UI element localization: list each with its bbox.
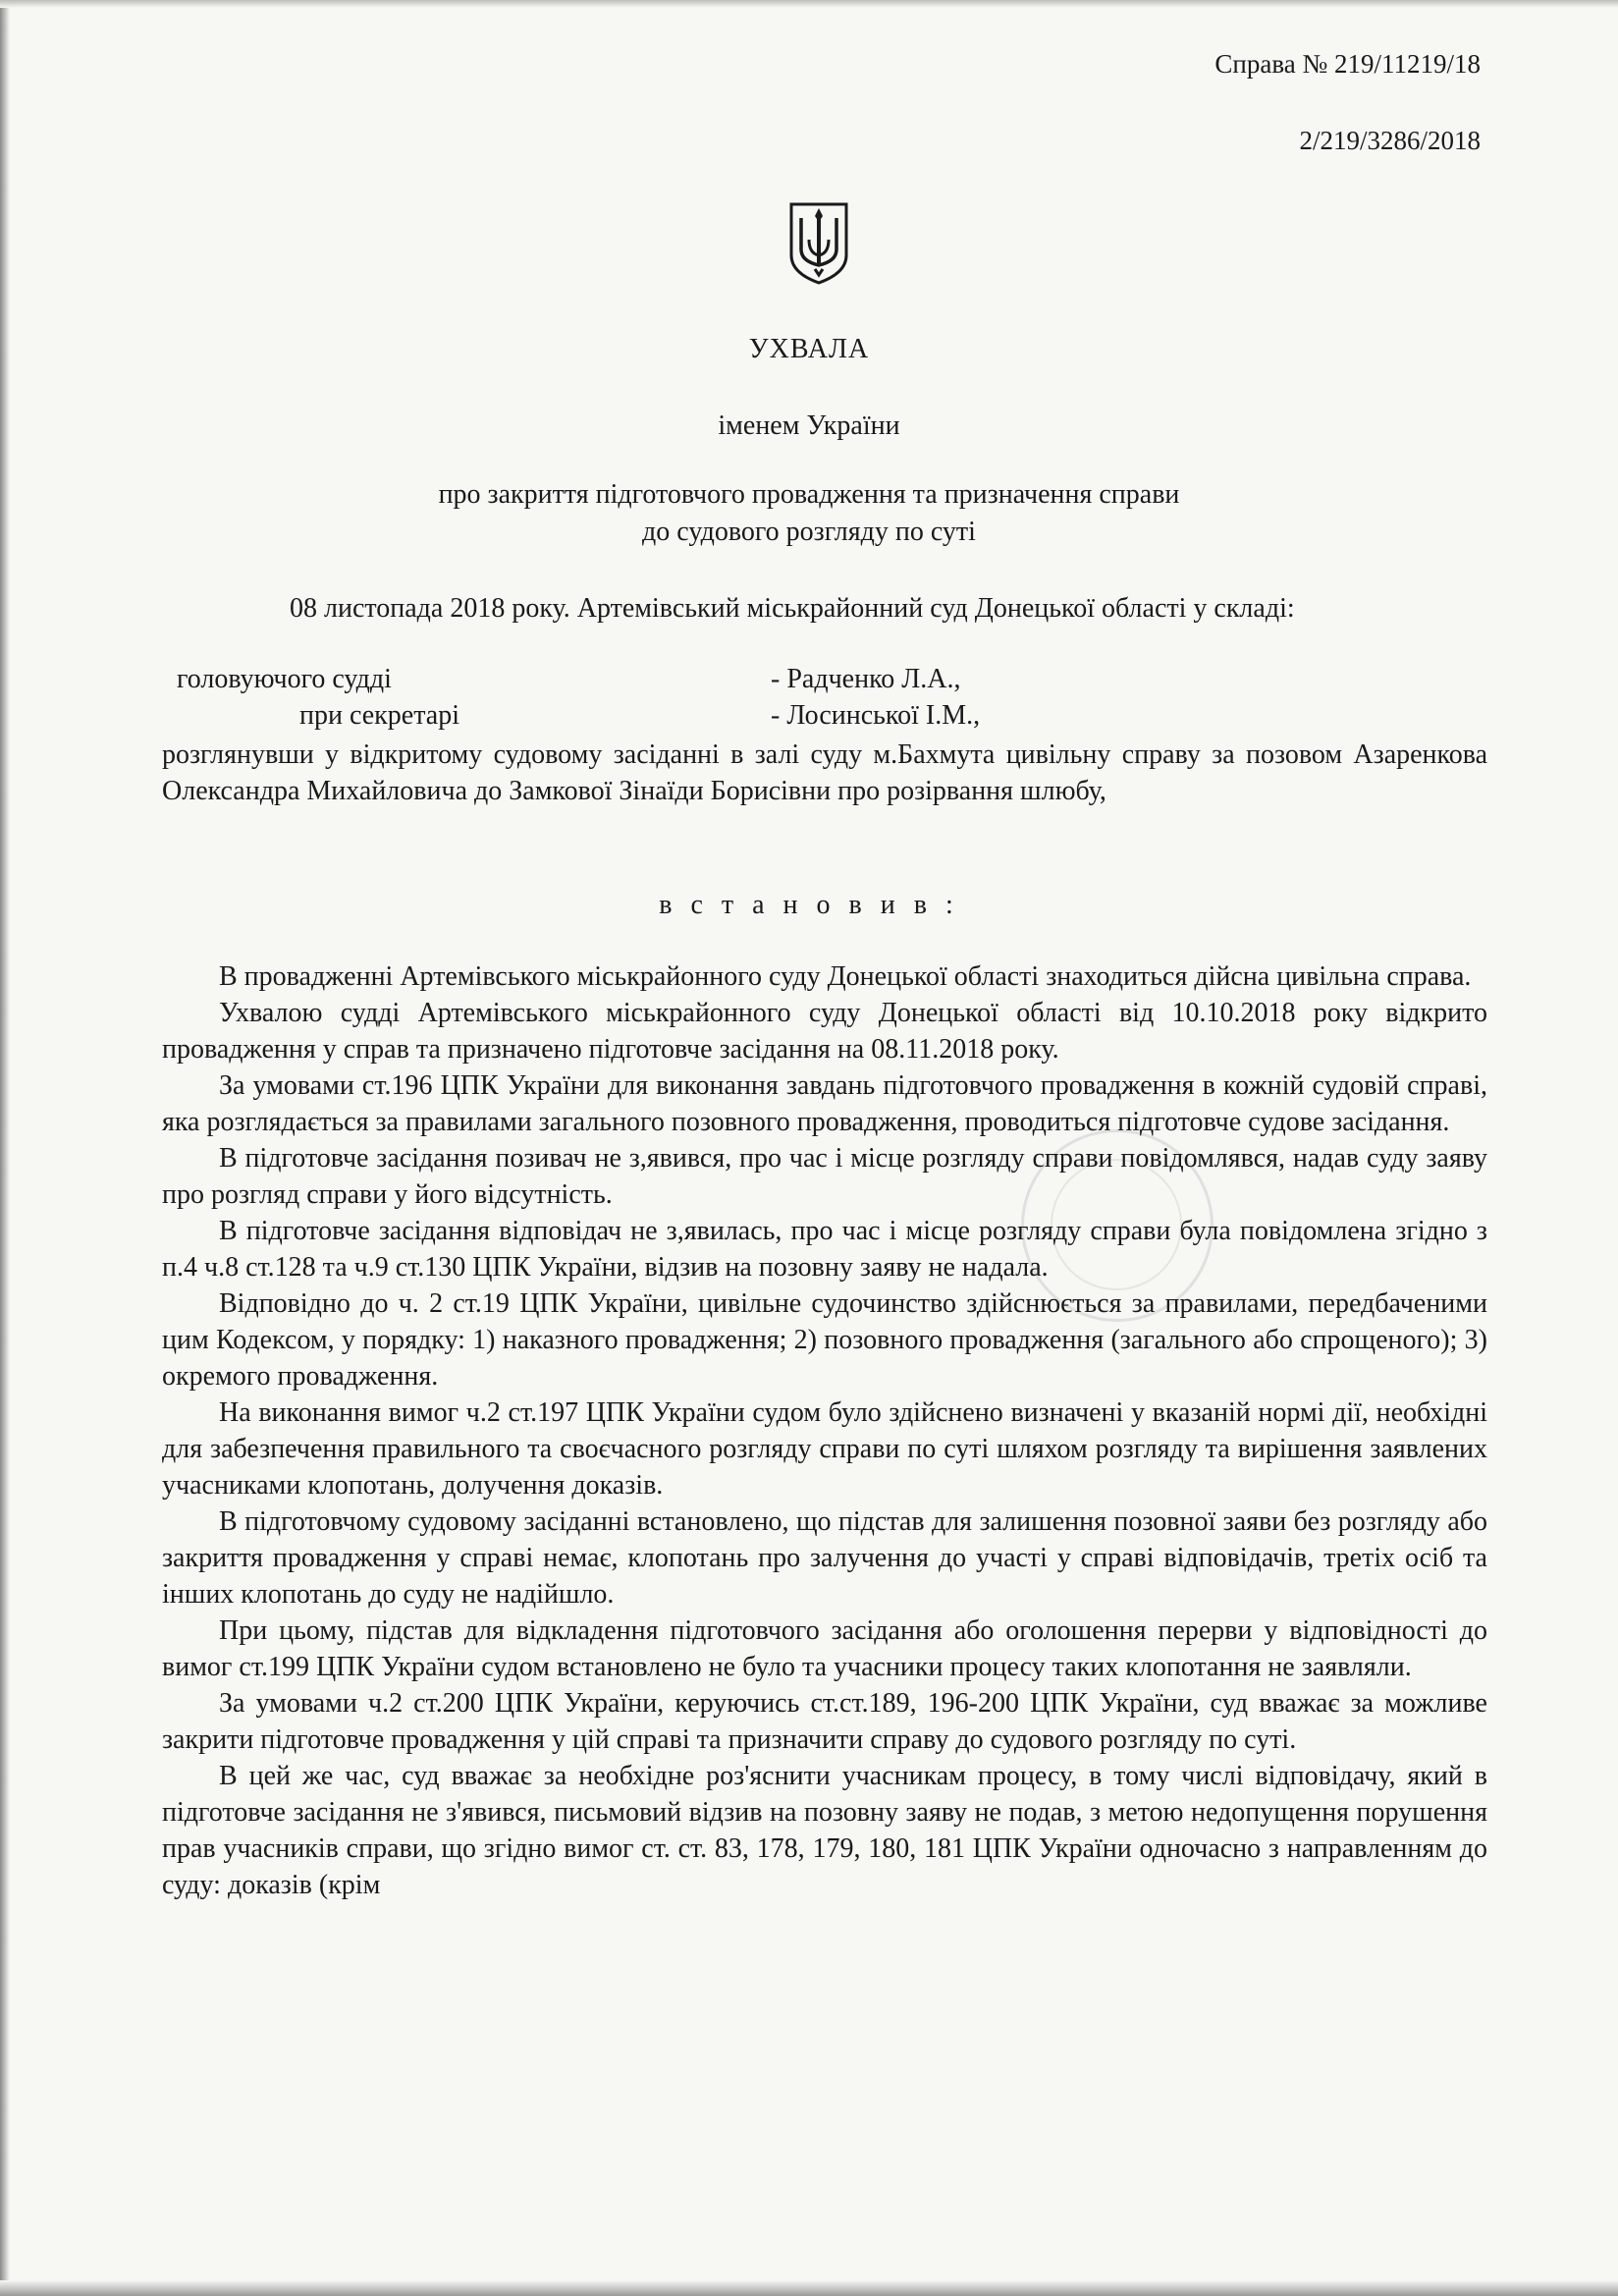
established-heading: в с т а н о в и в :: [659, 890, 959, 920]
considered-paragraph: розглянувши у відкритому судовому засіданні в залі суду м.Бахмута цивільну справу за позовом Азаренкова Олександра Михайловича до Замкової Зінаїди Борисівни про розірвання шлюбу,: [162, 739, 1487, 806]
date-court-line: 08 листопада 2018 року. Артемівський міськрайонний суд Донецької області у складі:: [290, 593, 1295, 624]
paragraph: За умовами ст.196 ЦПК України для виконання завдань підготовчого провадження в кожній судовій справі, яка розглядається за правилами загального позовного провадження, проводиться підготовче судове засідання.: [162, 1070, 1487, 1137]
document-subject-line-1: про закриття підготовчого провадження та призначення справи: [438, 479, 1180, 510]
judge-name: - Радченко Л.А.,: [771, 664, 961, 694]
case-number: Справа № 219/11219/18: [1214, 49, 1481, 79]
document-title: УХВАЛА: [748, 334, 870, 364]
document-subtitle: іменем України: [718, 410, 900, 441]
scan-edge-bottom: [0, 2280, 1618, 2296]
body-text: [162, 958, 1487, 1903]
paragraph: В підготовче засідання позивач не з,явився, про час і місце розгляду справи повідомлявся, надав суду заяву про розгляд справи у його відсутність.: [162, 1143, 1487, 1210]
trident-emblem-icon: [787, 200, 850, 285]
paragraph: На виконання вимог ч.2 ст.197 ЦПК України судом було здійснено визначені у вказаній нормі дії, необхідні для забезпечення правильного та своєчасного розгляду справи по суті шляхом розгляду та вирішення заявлених учасниками клопотань, долучення доказів.: [162, 1397, 1487, 1501]
document-subject-line-2: до судового розгляду по суті: [642, 517, 976, 547]
paragraph: За умовами ч.2 ст.200 ЦПК України, керуючись ст.ст.189, 196-200 ЦПК України, суд вважає за можливе закрити підготовче провадження у цій справі та призначити справу до судового розгляду по суті.: [162, 1688, 1487, 1755]
paragraph: В підготовчому судовому засіданні встановлено, що підстав для залишення позовної заяви без розгляду або закриття провадження у справі немає, клопотань про залучення до участі у справі відповідачів, третіх осіб та інших клопотань до суду не надійшло.: [162, 1506, 1487, 1610]
paragraph: Ухвалою судді Артемівського міськрайонного суду Донецької області від 10.10.2018 року відкрито провадження у справ та призначено підготовче засідання на 08.11.2018 року.: [162, 998, 1487, 1065]
case-number-secondary: 2/219/3286/2018: [1299, 126, 1481, 155]
secretary-name: - Лосинської І.М.,: [771, 700, 981, 731]
secretary-label: при секретарі: [299, 700, 459, 731]
paragraph: При цьому, підстав для відкладення підготовчого засідання або оголошення перерви у відповідності до вимог ст.199 ЦПК України судом встановлено не було та учасники процесу таких клопотання не заявляли.: [162, 1615, 1487, 1682]
paragraph: В цей же час, суд вважає за необхідне роз'яснити учасникам процесу, в тому числі відповідачу, який в підготовче засідання не з'явився, письмовий відзив на позовну заяву не подав, з метою недопущення порушення прав учасників справи, що згідно вимог ст. ст. 83, 178, 179, 180, 181 ЦПК України одночасно з направленням до суду: доказів (крім: [162, 1761, 1487, 1900]
paragraph: В підготовче засідання відповідач не з,явилась, про час і місце розгляду справи була повідомлена згідно з п.4 ч.8 ст.128 та ч.9 ст.130 ЦПК України, відзив на позовну заяву не надала.: [162, 1216, 1487, 1283]
paragraph: В провадженні Артемівського міськрайонного суду Донецької області знаходиться дійсна цивільна справа.: [219, 961, 1472, 992]
scan-edge-top: [0, 0, 1618, 8]
judge-label: головуючого судді: [177, 664, 392, 694]
paragraph: Відповідно до ч. 2 ст.19 ЦПК України, цивільне судочинство здійснюється за правилами, передбаченими цим Кодексом, у порядку: 1) наказного провадження; 2) позовного провадження (загального або спрощеного); 3) окремого провадження.: [162, 1288, 1487, 1392]
